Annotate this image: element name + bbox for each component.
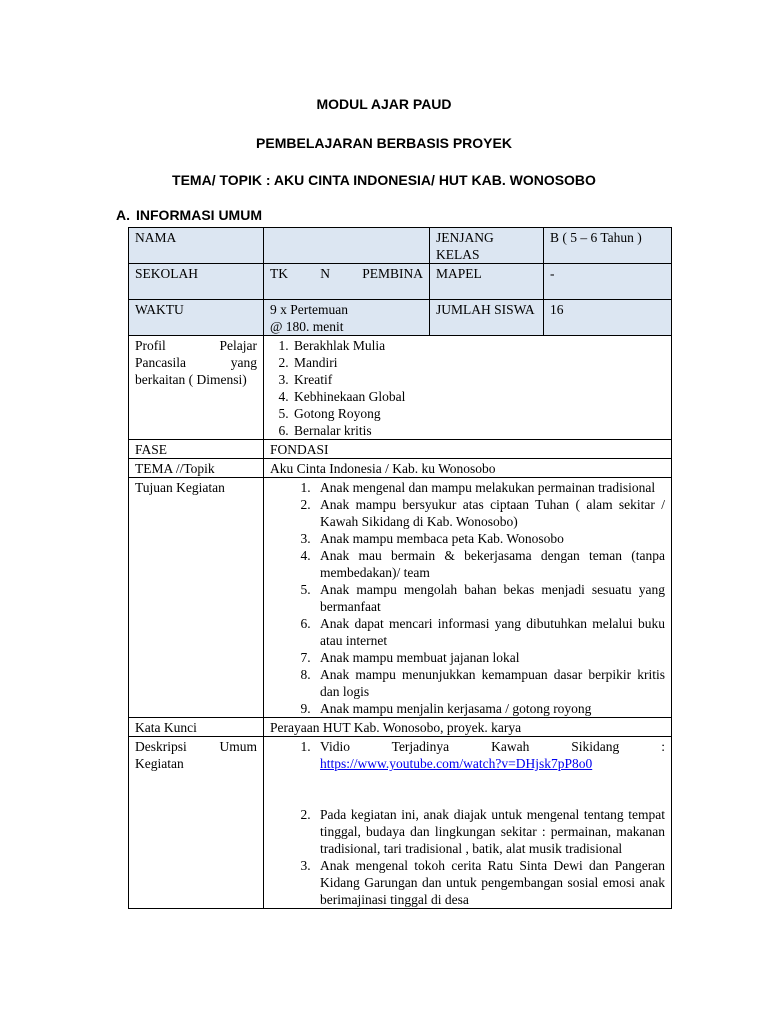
jenjang-value: B ( 5 – 6 Tahun ): [544, 228, 672, 264]
table-row-kata-kunci: [129, 718, 672, 737]
sekolah-value-part-3: PEMBINA: [362, 266, 423, 281]
waktu-label: WAKTU: [129, 300, 264, 336]
list-item: 3. Anak mengenal tokoh cerita Ratu Sinta Dewi dan Pangeran Kidang Garungan dan untuk pengembangan sosial emosi anak berimajinasi tinggal di desa: [314, 857, 665, 908]
tujuan-list-cell: [264, 478, 672, 718]
document-title: MODUL AJAR PAUD: [316, 96, 452, 112]
list-item: 3. Anak mampu membaca peta Kab. Wonosobo: [314, 530, 665, 547]
tema-label: TEMA //Topik: [129, 459, 264, 478]
list-item: 6. Anak dapat mencari informasi yang dibutuhkan melalui buku atau internet: [314, 615, 665, 649]
table-row-tujuan: [129, 478, 672, 718]
list-item: 5. Anak mampu mengolah bahan bekas menjadi sesuatu yang bermanfaat: [314, 581, 665, 615]
fase-label: FASE: [129, 440, 264, 459]
fase-value: FONDASI: [264, 440, 672, 459]
section-label: INFORMASI UMUM: [136, 207, 262, 223]
waktu-value-line-2: @ 180. menit: [270, 319, 344, 334]
theme-line: TEMA/ TOPIK : AKU CINTA INDONESIA/ HUT KAB. WONOSOBO: [172, 172, 596, 188]
sekolah-value-part-1: TK: [270, 266, 288, 281]
nama-label: NAMA: [129, 228, 264, 264]
info-table: [128, 227, 672, 909]
list-item: 2. Pada kegiatan ini, anak diajak untuk mengenal tentang tempat tinggal, budaya dan lingkungan sekitar : permainan, makanan tradisional, tari tradisional , batik, alat musik tradisional: [314, 806, 665, 857]
mapel-value: -: [544, 264, 672, 300]
mapel-label: MAPEL: [430, 264, 544, 300]
list-item: 3. Kreatif: [292, 371, 665, 388]
tujuan-list: [270, 479, 665, 717]
waktu-value-line-1: 9 x Pertemuan: [270, 302, 348, 317]
profil-list-cell: [264, 336, 672, 440]
list-item: 8. Anak mampu menunjukkan kemampuan dasar berpikir kritis dan logis: [314, 666, 665, 700]
section-heading: [116, 207, 262, 223]
youtube-link[interactable]: https://www.youtube.com/watch?v=DHjsk7pP8o0: [320, 756, 593, 771]
jumlah-value: 16: [544, 300, 672, 336]
section-number: A.: [116, 207, 130, 223]
jumlah-label: JUMLAH SISWA: [430, 300, 544, 336]
deskripsi-item-1-text: 1. Vidio Terjadinya Kawah Sikidang :: [320, 739, 665, 754]
sekolah-label: SEKOLAH: [129, 264, 264, 300]
kata-kunci-label: Kata Kunci: [129, 718, 264, 737]
profil-list: [270, 337, 665, 439]
deskripsi-list: [270, 738, 665, 908]
sekolah-value-part-2: N: [320, 266, 330, 281]
table-row-profil: [129, 336, 672, 440]
tema-value: Aku Cinta Indonesia / Kab. ku Wonosobo: [264, 459, 672, 478]
nama-value: [264, 228, 430, 264]
table-row-nama: [129, 228, 672, 264]
list-item: 4. Kebhinekaan Global: [292, 388, 665, 405]
table-row-tema: [129, 459, 672, 478]
list-item: 1. Anak mengenal dan mampu melakukan permainan tradisional: [314, 479, 665, 496]
table-row-sekolah: [129, 264, 672, 300]
table-row-fase: [129, 440, 672, 459]
list-item: 5. Gotong Royong: [292, 405, 665, 422]
profil-label: Profil Pelajar Pancasila yang berkaitan ( Dimensi): [129, 336, 264, 440]
deskripsi-list-cell: [264, 737, 672, 909]
table-row-waktu: [129, 300, 672, 336]
spacer: [320, 772, 665, 806]
list-item: 2. Mandiri: [292, 354, 665, 371]
list-item: 1. Berakhlak Mulia: [292, 337, 665, 354]
list-item: 9. Anak mampu menjalin kerjasama / gotong royong: [314, 700, 665, 717]
list-item: [314, 738, 665, 806]
table-row-deskripsi: [129, 737, 672, 909]
kata-kunci-value: Perayaan HUT Kab. Wonosobo, proyek. karya: [264, 718, 672, 737]
sekolah-value: [264, 264, 430, 300]
list-item: 2. Anak mampu bersyukur atas ciptaan Tuhan ( alam sekitar / Kawah Sikidang di Kab. Wonosobo): [314, 496, 665, 530]
jenjang-label: JENJANG KELAS: [430, 228, 544, 264]
deskripsi-label: Deskripsi Umum Kegiatan: [129, 737, 264, 909]
document-subtitle: PEMBELAJARAN BERBASIS PROYEK: [256, 135, 512, 151]
tujuan-label: Tujuan Kegiatan: [129, 478, 264, 718]
list-item: 6. Bernalar kritis: [292, 422, 665, 439]
list-item: 4. Anak mau bermain & bekerjasama dengan teman (tanpa membedakan)/ team: [314, 547, 665, 581]
list-item: 7. Anak mampu membuat jajanan lokal: [314, 649, 665, 666]
waktu-value: [264, 300, 430, 336]
